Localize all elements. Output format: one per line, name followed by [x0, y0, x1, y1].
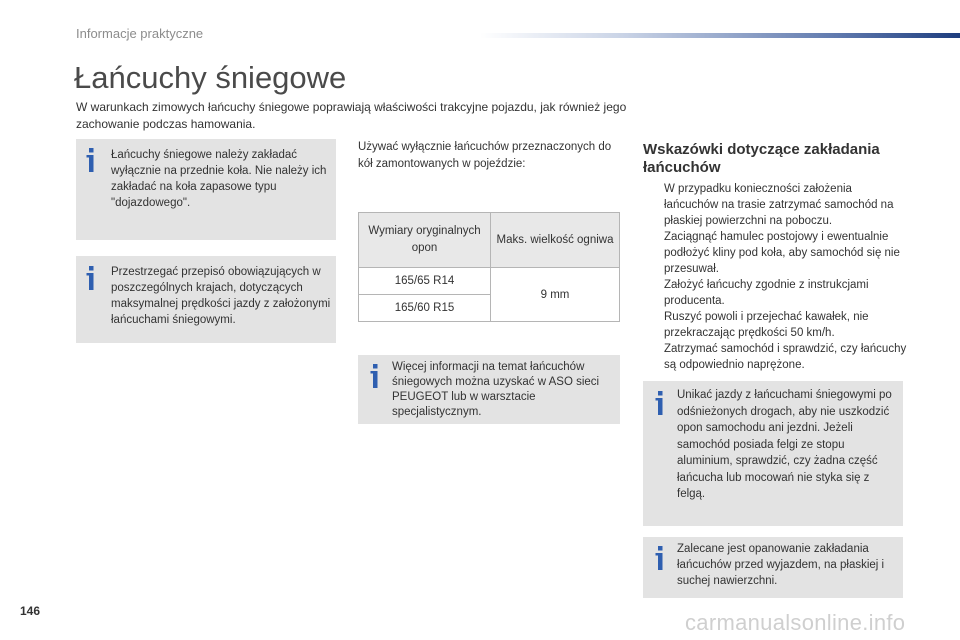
tips-list [643, 181, 908, 373]
list-item: Zaciągnąć hamulec postojowy i ewentualnie podłożyć kliny pod koła, aby samochód się nie przesuwał. [664, 231, 900, 275]
info-icon [86, 148, 96, 172]
section-header: Informacje praktyczne [76, 26, 204, 41]
table-header-link-size: Maks. wielkość ogniwa [491, 213, 620, 268]
list-item: Założyć łańcuchy zgodnie z instrukcjami producenta. [664, 279, 869, 307]
info-box-text: Przestrzegać przepisó obowiązujących w poszczególnych krajach, dotyczących maksymalnej prędkości jazdy z założonymi łańcuchami śniegowymi. [111, 266, 331, 326]
info-icon [370, 364, 380, 388]
info-icon [86, 266, 96, 290]
page-title: Łańcuchy śniegowe [74, 60, 347, 95]
info-icon [655, 391, 665, 415]
tips-heading: Wskazówki dotyczące zakładania łańcuchów [643, 141, 880, 176]
info-box-text: Łańcuchy śniegowe należy zakładać wyłącznie na przednie koła. Nie należy ich zakładać na koła zapasowe typu "dojazdowego". [111, 149, 327, 209]
info-box-text: Więcej informacji na temat łańcuchów śniegowych można uzyskać w ASO sieci PEUGEOT lub w warsztacie specjalistycznym. [392, 361, 600, 418]
info-box-text: Unikać jazdy z łańcuchami śniegowymi po odśnieżonych drogach, aby nie uszkodzić opon samochodu ani jezdni. Jeżeli samochód posiada felgi ze stopu aluminium, sprawdzić, czy żadna część łańcucha lub mocowań nie styka się z felgą. [677, 389, 892, 500]
list-item: W przypadku konieczności założenia łańcuchów na trasie zatrzymać samochód na płaskiej powierzchni na poboczu. [664, 183, 894, 227]
info-icon [655, 546, 665, 570]
header-accent-bar [480, 33, 960, 38]
chain-size-table [358, 212, 620, 322]
info-box-avoid-driving [643, 381, 903, 526]
table-cell-tire: 165/60 R15 [359, 295, 491, 322]
list-item: Ruszyć powoli i przejechać kawałek, nie przekraczając prędkości 50 km/h. [664, 311, 869, 339]
page-number: 146 [20, 604, 41, 618]
info-box-practice [643, 537, 903, 598]
table-cell-tire: 165/65 R14 [359, 268, 491, 295]
info-box-front-wheels [76, 139, 336, 240]
info-box-more-info [358, 355, 620, 424]
watermark: carmanualsonline.info [685, 610, 906, 635]
table-header-row [359, 213, 620, 268]
chains-usage-text: Używać wyłącznie łańcuchów przeznaczonych do kół zamontowanych w pojeździe: [358, 141, 612, 170]
info-box-text: Zalecane jest opanowanie zakładania łańcuchów przed wyjazdem, na płaskiej i suchej nawierzchni. [677, 543, 885, 587]
intro-paragraph: W warunkach zimowych łańcuchy śniegowe poprawiają właściwości trakcyjne pojazdu, jak również jego zachowanie podczas hamowania. [76, 100, 627, 131]
info-box-speed-regulations [76, 256, 336, 343]
list-item: Zatrzymać samochód i sprawdzić, czy łańcuchy są odpowiednio naprężone. [664, 343, 907, 371]
table-row [359, 268, 620, 295]
table-header-tire-size: Wymiary oryginalnych opon [359, 213, 491, 268]
table-cell-link-size: 9 mm [491, 268, 620, 322]
